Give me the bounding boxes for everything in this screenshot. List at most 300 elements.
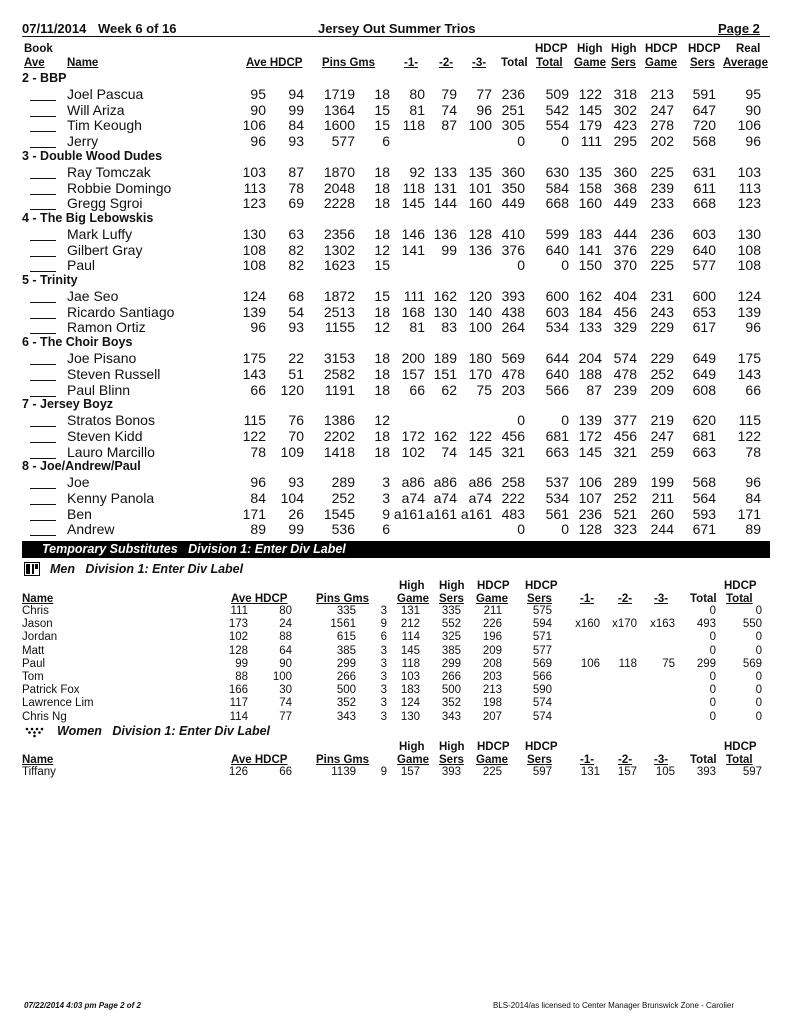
substitute-pins: 1139	[331, 766, 356, 778]
player-hdcp-series: 568	[692, 474, 716, 491]
sub-col-ave-hdcp: Ave HDCP	[231, 593, 288, 605]
book-average-blank[interactable]	[30, 318, 56, 319]
substitute-total: 0	[709, 631, 716, 644]
substitute-hdcp-total: 0	[755, 644, 762, 657]
player-average: 89	[250, 521, 266, 538]
player-games: 6	[382, 521, 390, 538]
substitute-name: Lawrence Lim	[22, 697, 94, 710]
substitute-high-series: 335	[441, 605, 461, 617]
player-handicap: 26	[288, 505, 304, 522]
player-hdcp-game: 236	[650, 225, 674, 242]
substitute-games: 3	[380, 684, 387, 697]
player-games: 18	[374, 225, 390, 242]
book-average-blank[interactable]	[30, 116, 56, 117]
player-high-game: 135	[578, 163, 602, 180]
player-real-average: 103	[737, 163, 761, 180]
player-high-series: 368	[613, 179, 637, 196]
women-section-icon	[24, 725, 46, 743]
substitute-pins: 1561	[330, 618, 356, 631]
w-col-high-sers-1: High	[439, 741, 465, 753]
player-high-game: 158	[578, 179, 602, 196]
player-high-game: 106	[578, 474, 602, 491]
player-game1: 157	[401, 365, 425, 382]
player-game3: 140	[468, 303, 492, 320]
player-high-series: 318	[613, 86, 637, 102]
book-average-blank[interactable]	[30, 442, 56, 443]
player-real-average: 139	[737, 303, 761, 320]
player-real-average: 171	[737, 505, 761, 522]
player-games: 18	[374, 365, 390, 382]
player-name: Ray Tomczak	[67, 163, 151, 180]
substitute-average: 99	[235, 657, 248, 670]
player-pins: 1870	[323, 163, 355, 180]
player-high-series: 521	[613, 505, 637, 522]
substitute-name: Chris	[22, 605, 49, 617]
substitute-hdcp-game: 211	[483, 605, 502, 617]
book-average-blank[interactable]	[30, 100, 56, 101]
substitute-hdcp-series: 574	[532, 697, 552, 710]
player-total: 0	[517, 412, 525, 429]
substitute-game1: x160	[575, 618, 600, 631]
player-handicap: 69	[288, 195, 304, 212]
player-high-series: 321	[613, 443, 637, 460]
substitute-hdcp-game: 213	[482, 684, 502, 697]
player-average: 122	[242, 427, 266, 444]
col-high-game-1: High	[577, 43, 603, 55]
player-high-series: 239	[613, 381, 637, 398]
col-game2: -2-	[439, 57, 454, 69]
player-hdcp-series: 600	[692, 288, 716, 304]
player-pins: 1364	[323, 101, 355, 118]
player-high-game: 128	[578, 521, 602, 538]
player-hdcp-game: 213	[650, 86, 674, 102]
player-name: Gilbert Gray	[67, 241, 143, 258]
player-hdcp-series: 608	[692, 381, 716, 398]
player-average: 115	[243, 412, 266, 429]
player-pins: 1386	[323, 412, 355, 429]
player-real-average: 115	[738, 412, 761, 429]
player-hdcp-series: 647	[692, 101, 716, 118]
substitute-high-series: 552	[441, 618, 461, 631]
player-handicap: 82	[288, 257, 304, 274]
player-pins: 2202	[323, 427, 355, 444]
substitute-average: 166	[228, 684, 248, 697]
player-high-series: 444	[613, 225, 637, 242]
substitute-hdcp-series: 566	[532, 671, 552, 683]
player-game3: 180	[468, 350, 492, 367]
player-handicap: 93	[288, 133, 304, 150]
substitute-game2: 118	[618, 657, 637, 670]
player-hdcp-series: 611	[693, 179, 716, 196]
col-ave-hdcp: Ave HDCP	[246, 57, 303, 69]
player-average: 66	[250, 381, 266, 398]
col-hdcp-sers-1: HDCP	[688, 43, 721, 55]
substitute-name: Tiffany	[22, 766, 56, 778]
substitute-high-series: 500	[441, 684, 461, 697]
player-game3: 128	[468, 225, 492, 242]
col-book: Book	[24, 43, 53, 55]
player-game3: 170	[468, 365, 492, 382]
substitute-games: 9	[380, 618, 387, 631]
book-average-blank[interactable]	[30, 194, 56, 195]
player-pins: 2582	[323, 365, 355, 382]
player-hdcp-series: 577	[692, 257, 716, 274]
player-hdcp-total: 681	[545, 427, 569, 444]
player-game3: 101	[468, 179, 492, 196]
player-total: 438	[501, 303, 525, 320]
book-average-blank[interactable]	[30, 426, 56, 427]
player-hdcp-total: 534	[545, 319, 569, 336]
player-games: 18	[374, 303, 390, 320]
substitutes-bar	[22, 541, 770, 558]
col-total: Total	[501, 57, 528, 69]
substitute-average: 88	[235, 671, 248, 683]
player-total: 376	[501, 241, 525, 258]
col-game1: -1-	[404, 57, 419, 69]
substitute-average: 128	[228, 644, 248, 657]
player-average: 78	[250, 443, 266, 460]
substitute-total: 0	[709, 710, 716, 723]
book-average-blank[interactable]	[30, 131, 56, 132]
player-total: 0	[517, 133, 525, 150]
player-hdcp-game: 231	[650, 288, 674, 304]
book-average-blank[interactable]	[30, 504, 56, 505]
player-game2: 79	[441, 86, 457, 102]
page-number: Page 2	[718, 21, 760, 36]
player-high-game: 172	[578, 427, 602, 444]
player-high-game: 145	[578, 101, 602, 118]
player-total: 264	[501, 319, 525, 336]
player-hdcp-game: 252	[650, 365, 674, 382]
player-name: Andrew	[67, 521, 115, 538]
substitute-hdcp-total: 597	[742, 766, 762, 778]
player-real-average: 113	[738, 179, 761, 196]
substitute-game1: 131	[580, 766, 600, 778]
w-col-high-game-2: Game	[397, 754, 429, 766]
player-hdcp-game: 229	[650, 350, 674, 367]
player-real-average: 66	[745, 381, 761, 398]
player-game3: 160	[468, 195, 492, 212]
substitute-high-game: 118	[401, 657, 420, 670]
player-hdcp-series: 640	[692, 241, 716, 258]
sub-col-game3: -3-	[654, 593, 669, 605]
substitute-handicap: 90	[279, 657, 292, 670]
col-hdcp-total-1: HDCP	[535, 43, 568, 55]
player-high-series: 456	[613, 303, 637, 320]
substitute-game2: 157	[617, 766, 637, 778]
player-average: 103	[242, 163, 266, 180]
substitute-games: 3	[380, 657, 387, 670]
player-game3: 136	[468, 241, 492, 258]
player-game3: 100	[468, 117, 492, 134]
player-game1: a86	[401, 474, 425, 491]
substitute-name: Jordan	[22, 631, 58, 644]
book-average-blank[interactable]	[30, 520, 56, 521]
player-real-average: 108	[737, 257, 761, 274]
player-high-game: 184	[578, 303, 602, 320]
player-hdcp-series: 631	[692, 163, 716, 180]
player-games: 15	[374, 117, 390, 134]
league-title: Jersey Out Summer Trios	[318, 21, 476, 36]
player-total: 0	[517, 257, 525, 274]
player-hdcp-total: 644	[545, 350, 569, 367]
player-pins: 1872	[323, 288, 355, 304]
sub-col-game2: -2-	[618, 593, 633, 605]
book-average-blank[interactable]	[30, 256, 56, 257]
substitute-hdcp-series: 597	[532, 766, 552, 778]
substitute-games: 3	[380, 710, 387, 723]
player-handicap: 70	[288, 427, 304, 444]
player-real-average: 96	[745, 319, 761, 336]
substitute-total: 0	[709, 697, 716, 710]
player-games: 15	[374, 257, 390, 274]
substitute-hdcp-game: 225	[482, 766, 502, 778]
sub-col-hdcp-sers-2: Sers	[527, 593, 552, 605]
col-high-sers-2: Sers	[611, 57, 636, 69]
player-handicap: 99	[288, 101, 304, 118]
substitute-total: 299	[696, 657, 716, 670]
player-hdcp-total: 603	[545, 303, 569, 320]
substitute-games: 3	[380, 697, 387, 710]
player-name: Jae Seo	[67, 288, 119, 304]
substitute-handicap: 66	[279, 766, 292, 778]
player-hdcp-total: 584	[545, 179, 569, 196]
player-average: 113	[243, 179, 266, 196]
w-col-hdcp-sers-2: Sers	[527, 754, 552, 766]
player-name: Joe	[67, 474, 90, 491]
player-name: Jerry	[67, 133, 99, 150]
substitute-hdcp-series: 590	[532, 684, 552, 697]
player-games: 6	[382, 133, 390, 150]
substitutes-bar-label: Temporary Substitutes Division 1: Enter Div Label	[42, 542, 346, 556]
book-average-blank[interactable]	[30, 488, 56, 489]
player-hdcp-total: 663	[545, 443, 569, 460]
substitute-high-game: 212	[400, 618, 420, 631]
player-total: 203	[501, 381, 525, 398]
player-game1: 118	[402, 117, 425, 134]
player-game2: 87	[441, 117, 457, 134]
player-total: 251	[501, 101, 525, 118]
player-game3: a74	[468, 490, 492, 506]
player-hdcp-total: 0	[561, 257, 569, 274]
book-average-blank[interactable]	[30, 240, 56, 241]
player-hdcp-total: 0	[561, 133, 569, 150]
col-real-avg-1: Real	[736, 43, 761, 55]
player-game1: 172	[401, 427, 425, 444]
substitute-hdcp-series: 574	[532, 710, 552, 723]
player-high-game: 183	[578, 225, 602, 242]
team-label: 7 - Jersey Boyz	[22, 397, 114, 412]
player-game1: a74	[401, 490, 425, 506]
sub-col-high-game-1: High	[399, 580, 425, 592]
w-col-high-sers-2: Sers	[439, 754, 464, 766]
player-hdcp-series: 663	[692, 443, 716, 460]
team-label: 3 - Double Wood Dudes	[22, 148, 163, 163]
substitute-games: 3	[380, 671, 387, 683]
player-high-game: 204	[578, 350, 602, 367]
player-average: 95	[250, 86, 266, 102]
substitute-pins: 299	[336, 657, 356, 670]
player-game2: a161	[425, 505, 457, 522]
substitute-hdcp-game: 226	[482, 618, 502, 631]
player-hdcp-total: 542	[545, 101, 569, 118]
player-game2: 130	[433, 303, 457, 320]
player-total: 483	[501, 505, 525, 522]
player-total: 222	[501, 490, 525, 506]
player-handicap: 54	[288, 303, 304, 320]
player-hdcp-series: 593	[692, 505, 716, 522]
player-game2: 133	[433, 163, 457, 180]
w-col-hdcp-game-1: HDCP	[477, 741, 510, 753]
player-average: 143	[242, 365, 266, 382]
player-high-game: 133	[578, 319, 602, 336]
substitute-average: 117	[229, 697, 248, 710]
player-pins: 1418	[323, 443, 355, 460]
w-col-pins-gms: Pins Gms	[316, 754, 370, 766]
player-total: 236	[501, 86, 525, 102]
substitute-pins: 343	[336, 710, 356, 723]
player-hdcp-total: 0	[561, 412, 569, 429]
player-pins: 3153	[323, 350, 355, 367]
substitute-hdcp-total: 0	[755, 631, 762, 644]
player-hdcp-series: 649	[692, 350, 716, 367]
substitute-total: 493	[696, 618, 716, 631]
player-hdcp-total: 534	[545, 490, 569, 506]
substitute-name: Matt	[22, 644, 45, 657]
substitute-hdcp-total: 0	[755, 697, 762, 710]
sub-col-hdcp-game-1: HDCP	[477, 580, 510, 592]
player-high-series: 423	[613, 117, 637, 134]
player-average: 96	[250, 133, 266, 150]
player-game2: 131	[433, 179, 457, 196]
player-real-average: 96	[745, 474, 761, 491]
substitute-name: Patrick Fox	[22, 684, 80, 697]
player-high-series: 449	[613, 195, 637, 212]
substitute-hdcp-total: 0	[755, 671, 762, 683]
player-hdcp-game: 199	[650, 474, 674, 491]
substitute-name: Paul	[22, 657, 46, 670]
col-hdcp-sers-2: Sers	[690, 57, 715, 69]
player-game3: 135	[468, 163, 492, 180]
player-total: 0	[517, 521, 525, 538]
player-game1: 81	[409, 101, 425, 118]
substitute-high-series: 352	[441, 697, 461, 710]
player-pins: 2513	[323, 303, 355, 320]
player-hdcp-series: 620	[692, 412, 716, 429]
player-games: 18	[374, 179, 390, 196]
player-total: 569	[501, 350, 525, 367]
player-total: 321	[501, 443, 525, 460]
player-games: 18	[374, 86, 390, 102]
player-pins: 577	[331, 133, 355, 150]
player-games: 3	[382, 474, 390, 491]
player-hdcp-total: 599	[545, 225, 569, 242]
col-game3: -3-	[472, 57, 487, 69]
substitute-average: 111	[230, 605, 248, 617]
player-game3: a161	[460, 505, 492, 522]
book-average-blank[interactable]	[30, 178, 56, 179]
book-average-blank[interactable]	[30, 535, 56, 536]
sub-col-game1: -1-	[580, 593, 595, 605]
substitute-games: 6	[380, 631, 387, 644]
player-name: Joe Pisano	[67, 350, 137, 367]
player-games: 18	[374, 163, 390, 180]
player-hdcp-game: 278	[650, 117, 674, 134]
player-high-series: 323	[613, 521, 637, 538]
substitute-pins: 615	[336, 631, 356, 644]
player-handicap: 87	[288, 163, 304, 180]
w-col-game1: -1-	[580, 754, 595, 766]
player-hdcp-game: 229	[650, 241, 674, 258]
player-game3: 77	[476, 86, 492, 102]
substitute-handicap: 24	[279, 618, 292, 631]
player-games: 12	[374, 319, 390, 336]
substitute-hdcp-game: 198	[482, 697, 502, 710]
player-hdcp-game: 211	[651, 490, 674, 506]
col-hdcp-game-2: Game	[645, 57, 677, 69]
substitute-games: 9	[380, 766, 387, 778]
substitute-pins: 385	[336, 644, 356, 657]
w-col-game3: -3-	[654, 754, 669, 766]
player-pins: 1545	[323, 505, 355, 522]
book-average-blank[interactable]	[30, 364, 56, 365]
substitute-total: 393	[696, 766, 716, 778]
player-hdcp-game: 233	[650, 195, 674, 212]
book-average-blank[interactable]	[30, 302, 56, 303]
substitute-hdcp-total: 0	[755, 684, 762, 697]
player-hdcp-series: 720	[692, 117, 716, 134]
player-total: 410	[501, 225, 525, 242]
player-game2: 74	[441, 101, 457, 118]
player-average: 90	[250, 101, 266, 118]
player-high-game: 179	[578, 117, 602, 134]
player-total: 456	[501, 427, 525, 444]
substitute-hdcp-total: 0	[755, 605, 762, 617]
substitute-hdcp-game: 208	[482, 657, 502, 670]
player-real-average: 124	[737, 288, 761, 304]
player-game1: 81	[409, 319, 425, 336]
player-real-average: 90	[745, 101, 761, 118]
sub-col-high-game-2: Game	[397, 593, 429, 605]
player-name: Lauro Marcillo	[67, 443, 155, 460]
player-pins: 1302	[323, 241, 355, 258]
player-average: 96	[250, 474, 266, 491]
substitute-name: Chris Ng	[22, 710, 67, 723]
player-average: 171	[242, 505, 266, 522]
player-total: 393	[501, 288, 525, 304]
player-hdcp-game: 209	[650, 381, 674, 398]
player-game3: 100	[468, 319, 492, 336]
substitute-total: 0	[709, 684, 716, 697]
substitute-handicap: 64	[279, 644, 292, 657]
player-real-average: 175	[737, 350, 761, 367]
substitute-handicap: 30	[279, 684, 292, 697]
team-label: 4 - The Big Lebowskis	[22, 210, 154, 225]
book-average-blank[interactable]	[30, 380, 56, 381]
player-real-average: 143	[737, 365, 761, 382]
footer-print-date: 07/22/2014 4:03 pm Page 2 of 2	[24, 1001, 141, 1010]
player-game2: 144	[433, 195, 457, 212]
player-game2: 136	[433, 225, 457, 242]
player-game2: 62	[441, 381, 457, 398]
sub-col-total: Total	[690, 593, 717, 605]
player-name: Ramon Ortiz	[67, 319, 146, 336]
player-average: 175	[242, 350, 266, 367]
player-high-series: 302	[613, 101, 637, 118]
sub-col-high-sers-1: High	[439, 580, 465, 592]
player-handicap: 104	[280, 490, 304, 506]
player-high-series: 377	[613, 412, 637, 429]
